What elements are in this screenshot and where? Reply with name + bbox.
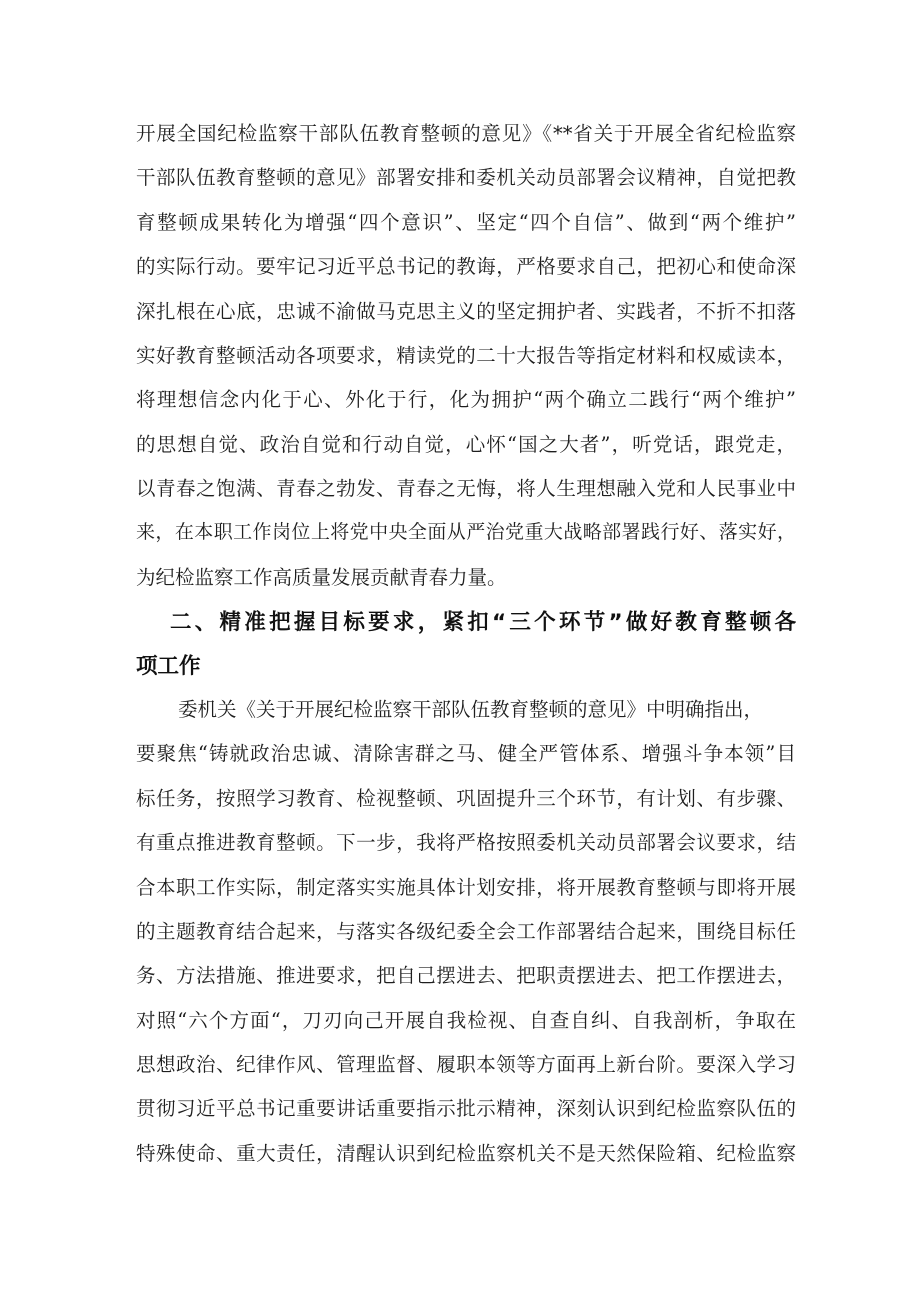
text-line: 务、方法措施、推进要求，把自己摆进去、把职责摆进去、把工作摆进去， [136, 964, 796, 987]
text-line: 合本职工作实际，制定落实实施具体计划安排，将开展教育整顿与即将开展 [136, 876, 796, 899]
text-line: 贯彻习近平总书记重要讲话重要指示批示精神，深刻认识到纪检监察队伍的 [136, 1097, 796, 1120]
text-line: 的思想自觉、政治自觉和行动自觉，心怀“国之大者”，听党话，跟党走， [136, 433, 796, 456]
text-line: 特殊使命、重大责任，清醒认识到纪检监察机关不是天然保险箱、纪检监察 [136, 1142, 796, 1165]
text-line: 干部队伍教育整顿的意见》部署安排和委机关动员部署会议精神，自觉把教 [136, 166, 796, 189]
text-line: 以青春之饱满、青春之勃发、青春之无悔，将人生理想融入党和人民事业中 [136, 477, 796, 500]
text-line: 为纪检监察工作高质量发展贡献青春力量。 [136, 566, 507, 589]
text-line: 来，在本职工作岗位上将党中央全面从严治党重大战略部署践行好、落实好， [136, 521, 796, 543]
text-line: 深扎根在心底，忠诚不渝做马克思主义的坚定拥护者、实践者，不折不扣落 [136, 300, 796, 323]
text-line: 标任务，按照学习教育、检视整顿、巩固提升三个环节，有计划、有步骤、 [136, 787, 796, 810]
text-line: 开展全国纪检监察干部队伍教育整顿的意见》《**省关于开展全省纪检监察 [136, 122, 796, 145]
text-line: 育整顿成果转化为增强“四个意识”、坚定“四个自信”、做到“两个维护” [136, 211, 796, 234]
text-line: 的主题教育结合起来，与落实各级纪委全会工作部署结合起来，围绕目标任 [136, 920, 796, 943]
text-line: 有重点推进教育整顿。下一步，我将严格按照委机关动员部署会议要求，结 [136, 831, 796, 854]
text-line: 实好教育整顿活动各项要求，精读党的二十大报告等指定材料和权威读本， [136, 344, 796, 367]
heading-line: 二、精准把握目标要求，紧扣“三个环节”做好教育整顿各 [170, 610, 796, 635]
text-line: 的实际行动。要牢记习近平总书记的教诲，严格要求自己，把初心和使命深 [136, 255, 796, 278]
text-line: 委机关《关于开展纪检监察干部队伍教育整顿的意见》中明确指出， [178, 698, 764, 721]
text-line: 思想政治、纪律作风、管理监督、履职本领等方面再上新台阶。要深入学习 [136, 1053, 796, 1076]
text-line: 将理想信念内化于心、外化于行，化为拥护“两个确立二践行“两个维护” [136, 388, 796, 411]
heading-line: 项工作 [136, 654, 201, 679]
text-line: 对照“六个方面“，刀刃向己开展自我检视、自查自纠、自我剖析，争取在 [136, 1009, 796, 1032]
text-line: 要聚焦“铸就政治忠诚、清除害群之马、健全严管体系、增强斗争本领”目 [136, 742, 796, 765]
